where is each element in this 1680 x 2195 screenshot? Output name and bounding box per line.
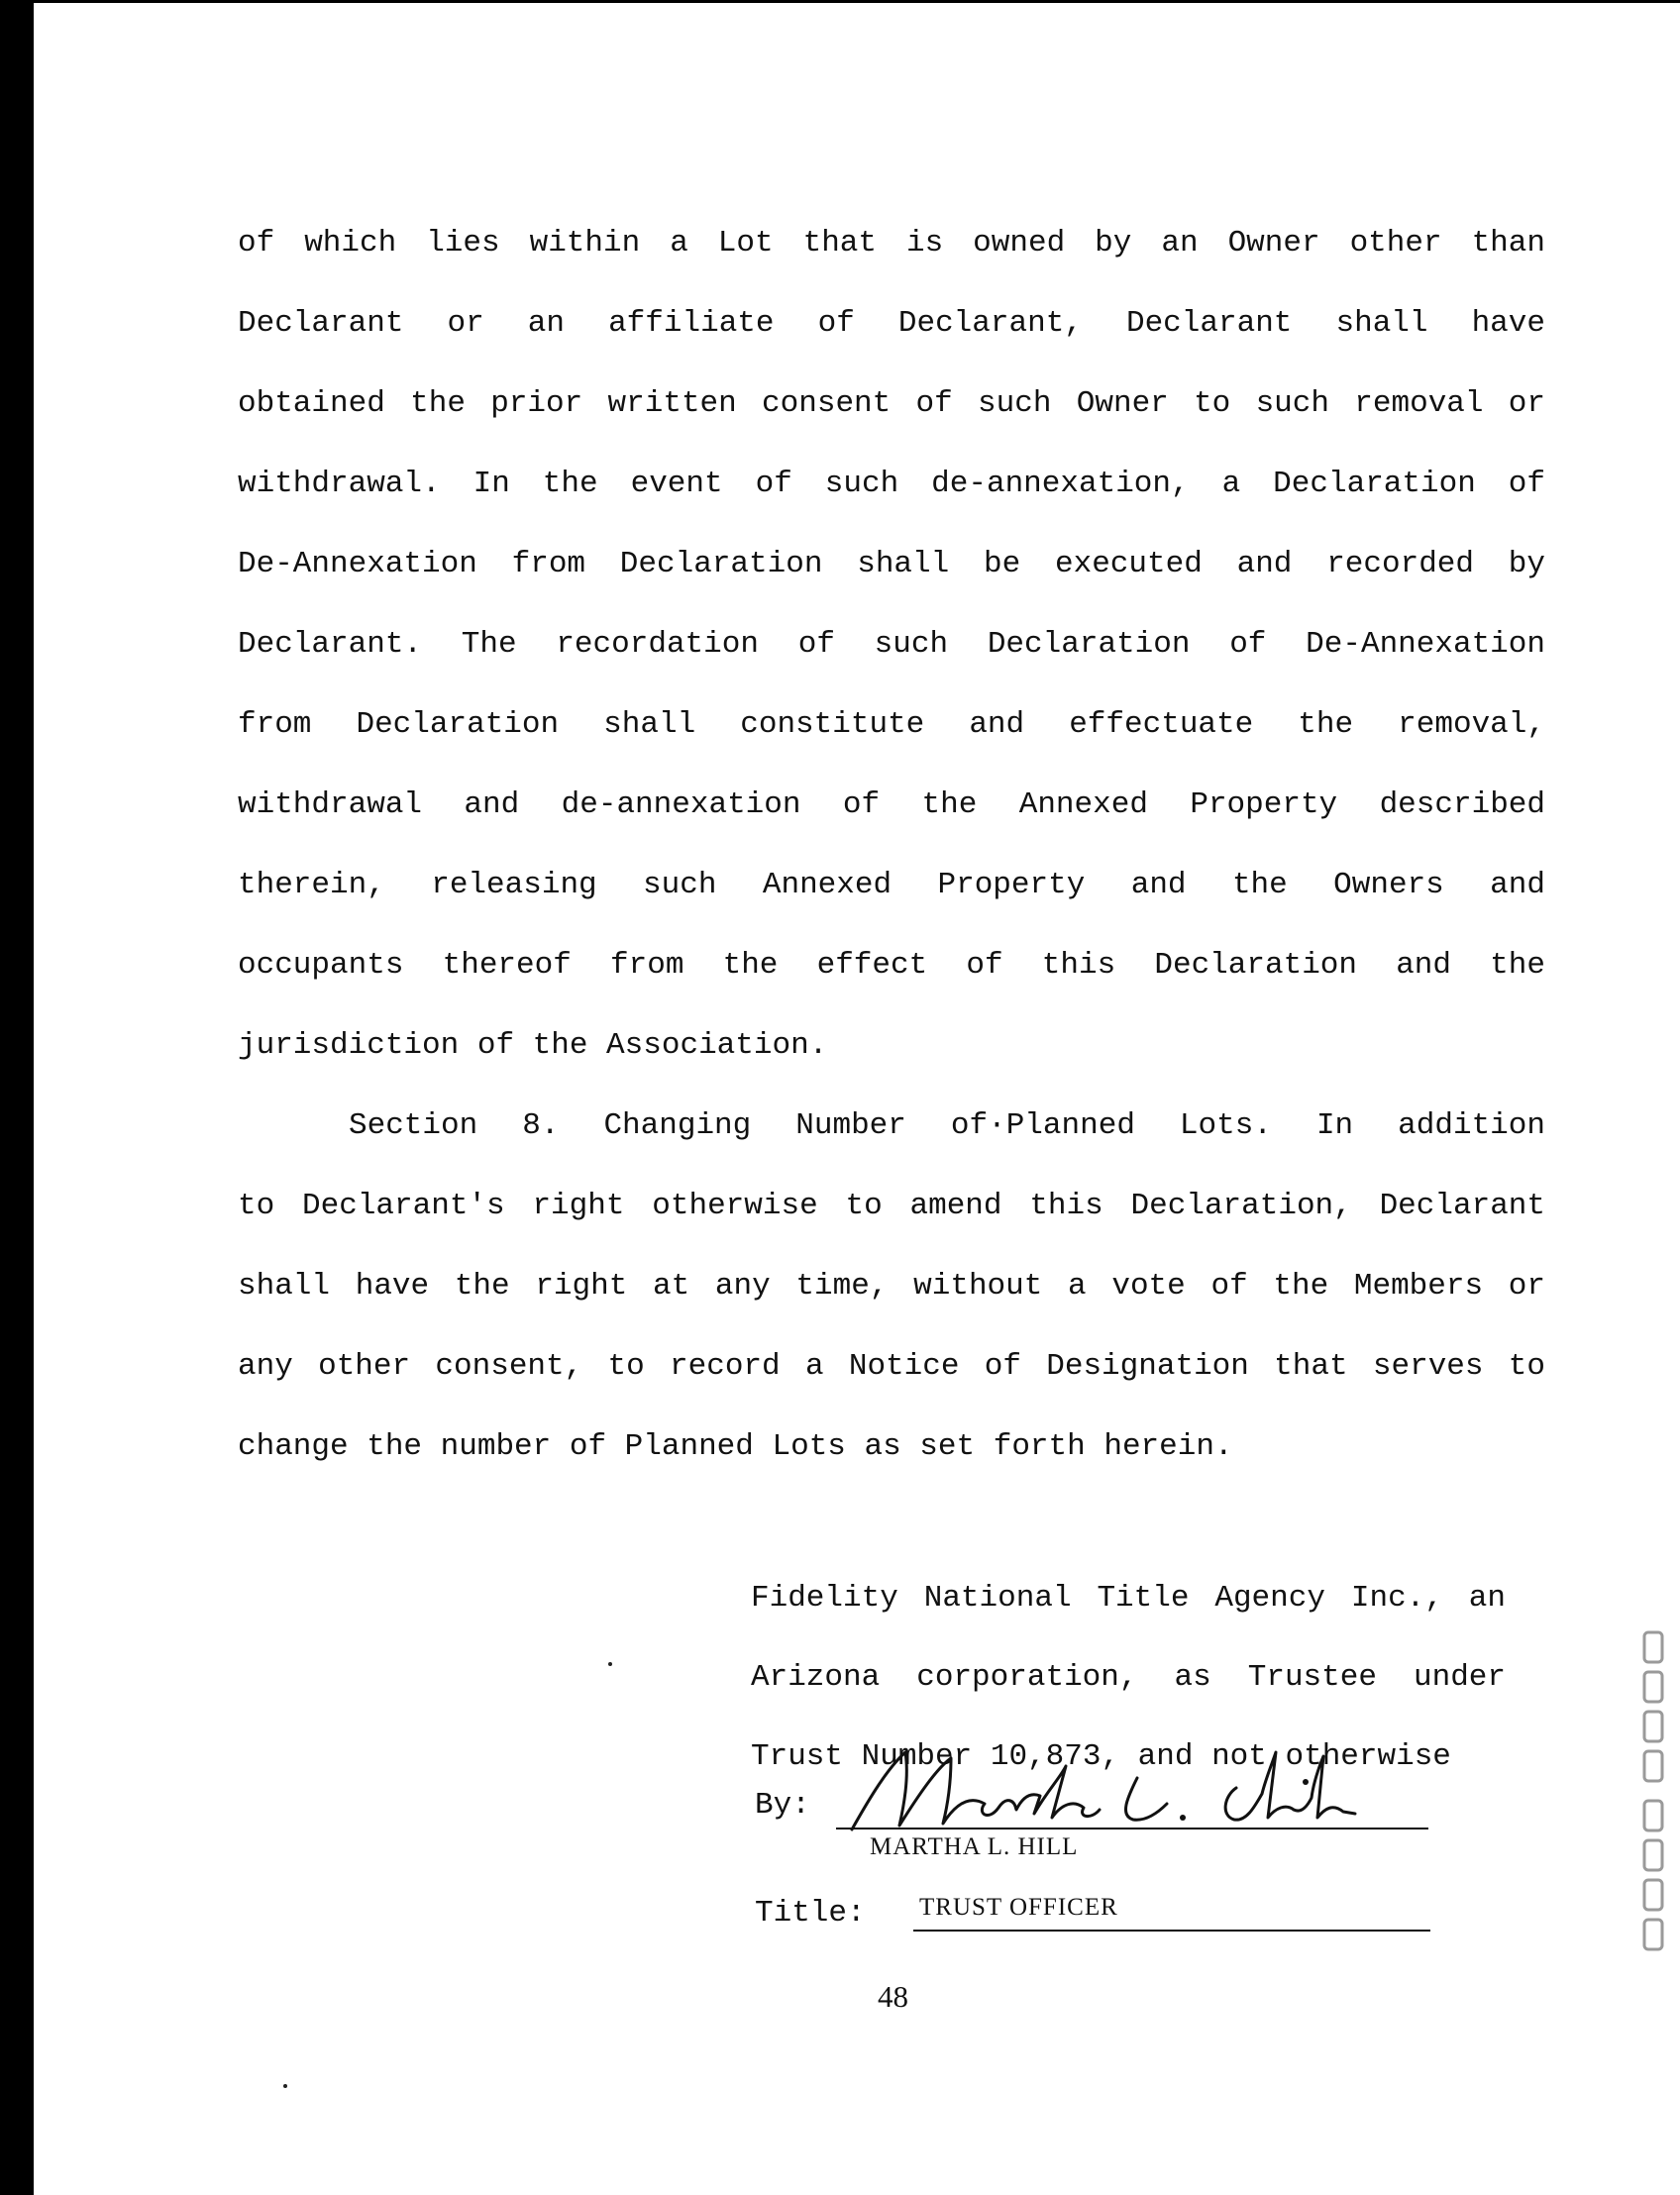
scan-speck — [283, 2084, 287, 2088]
body-line: Declarant. The recordation of such Declaration of De-Annexation — [238, 627, 1545, 662]
section-heading-line: Section 8. Changing Number of·Planned Lots. In addition — [349, 1108, 1545, 1143]
body-line: shall have the right at any time, without a vote of the Members or — [238, 1269, 1545, 1304]
title-value: TRUST OFFICER — [919, 1894, 1118, 1921]
title-underline — [913, 1930, 1430, 1932]
body-line: from Declaration shall constitute and effectuate the removal, — [238, 707, 1545, 742]
body-line: change the number of Planned Lots as set forth herein. — [238, 1429, 1233, 1464]
body-line: Declarant or an affiliate of Declarant, Declarant shall have — [238, 306, 1545, 341]
signer-name: MARTHA L. HILL — [870, 1833, 1079, 1860]
trustee-line: Fidelity National Title Agency Inc., an — [751, 1581, 1506, 1616]
scan-speck — [608, 1662, 612, 1666]
body-line: withdrawal. In the event of such de-annexation, a Declaration of — [238, 467, 1545, 501]
trustee-line: Trust Number 10,873, and not otherwise — [751, 1739, 1451, 1774]
signature-underline — [836, 1828, 1428, 1829]
body-line: De-Annexation from Declaration shall be executed and recorded by — [238, 547, 1545, 581]
title-label: Title: — [755, 1896, 866, 1931]
body-line: of which lies within a Lot that is owned by an Owner other than — [238, 226, 1545, 261]
title-row — [755, 1892, 1510, 1941]
handwritten-signature — [840, 1738, 1395, 1837]
body-line: jurisdiction of the Association. — [238, 1028, 828, 1063]
body-line: obtained the prior written consent of such Owner to such removal or — [238, 386, 1545, 421]
body-line: therein, releasing such Annexed Property and the Owners and — [238, 868, 1545, 902]
body-line: any other consent, to record a Notice of Designation that serves to — [238, 1349, 1545, 1384]
scan-border-top — [0, 0, 1680, 3]
body-text — [238, 210, 1545, 1494]
by-label: By: — [755, 1788, 810, 1823]
body-line: occupants thereof from the effect of this Declaration and the — [238, 948, 1545, 983]
page-number: 48 — [878, 1979, 908, 2014]
body-line: to Declarant's right otherwise to amend this Declaration, Declarant — [238, 1189, 1545, 1223]
body-line: withdrawal and de-annexation of the Annexed Property described — [238, 787, 1545, 822]
trustee-line: Arizona corporation, as Trustee under — [751, 1660, 1506, 1695]
recording-stamp — [1636, 1624, 1672, 1961]
scan-border-left — [0, 0, 34, 2195]
signature-row — [751, 1768, 1506, 1877]
